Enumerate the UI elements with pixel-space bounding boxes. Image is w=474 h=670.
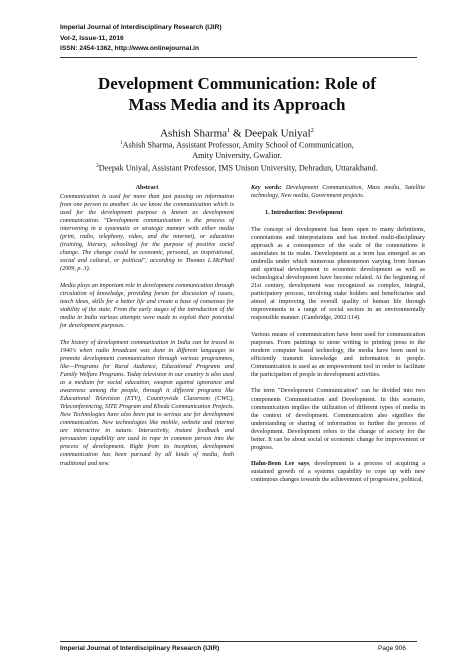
intro-paragraph-1: The concept of development has been open to many definitions, connotations and interpretations and has invited multi-disciplinary approach as a consequence of the scale of the connotations it assimilates in its realm. Development as a term has emerged as an umbrella under which numerous phenomenon varying from human and spiritual development to economic development as well as technological development have become related. At the beginning of 21st century, development was recognized as complex, integral, participatory process, involving stake holders and beneficiaries and aimed at improving the overall quality of human life through improvements in a range of social sectors in an environmentally responsible manner. (Cambridge, 2002:114). (251, 226, 425, 322)
affiliation-2-sup: 2 (96, 163, 99, 169)
title-line-2: Mass Media and its Approach (128, 95, 346, 114)
paper-title (40, 73, 434, 115)
affiliation-1-line-1: Ashish Sharma, Assistant Professor, Amity School of Communication, (122, 140, 354, 150)
keywords (251, 184, 425, 200)
journal-issn: ISSN: 2454-1362, http://www.onlinejournal.in (60, 45, 199, 52)
intro-paragraph-4-text: , development is a process of acquiring a sustained growth of a systems capability to cope up with new continuous changes towards the achievement of progressive, political, (251, 461, 425, 484)
section-heading-introduction (265, 209, 425, 217)
page-number: Page 906 (378, 645, 406, 652)
abstract-paragraph-1: Communication is used for more than just passing on information from one person to another. As we know the communication which is used for the development purpose is known as development communication. "Development communication is the process of intervening in a systematic or strategic manner with either media (print, radio, telephony, video, and the internet), or education (training, literacy, schooling) for the purpose of positive social change. The change could be economic, personal, as inspirational, social and cultural, or political", according to Thomas L.McPhail (2009, p. 3). (60, 194, 234, 273)
affiliation-2 (40, 162, 434, 174)
hahn-citation: Hahn-Beon Lee says (251, 461, 310, 468)
author-2-sup: 2 (310, 127, 314, 134)
keywords-label: Key words: (251, 185, 282, 191)
footer-journal-name: Imperial Journal of Interdisciplinary Research (IJIR) (60, 645, 220, 652)
title-line-1: Development Communication: Role of (97, 74, 377, 93)
journal-volume: Vol-2, Issue-11, 2016 (60, 34, 124, 42)
journal-name: Imperial Journal of Interdisciplinary Research (IJIR) (60, 24, 222, 31)
author-2-name: Deepak Uniyal (244, 127, 311, 140)
abstract-column (60, 184, 234, 476)
intro-heading-text: 1. Introduction: Development (265, 209, 343, 216)
footer-divider (60, 641, 417, 642)
affiliations (40, 139, 434, 174)
abstract-paragraph-2: Media plays an important role in development communication through circulation of knowledge, providing forum for discussion of issues, teach ideas, skills for a better life and create a base of consensus for stability of the state. From the early stages of the introduction of the media in India various attempts were made to exploit their potential for development purposes. (60, 283, 234, 330)
author-1-name: Ashish Sharma (160, 127, 228, 140)
affiliation-1-line-2: Amity University, Gwalior. (192, 151, 282, 161)
header-divider (60, 57, 417, 58)
journal-header (60, 23, 420, 55)
abstract-heading: Abstract (135, 185, 159, 191)
affiliation-2-text: Deepak Uniyal, Assistant Professor, IMS Unison University, Dehradun, Uttarakhand. (98, 163, 378, 173)
body-column (251, 184, 425, 493)
intro-paragraph-2: Various means of communication have been used for communication purposes. From paintings to stone writing to printing press to the modern computer based technology, the media have been used to efficiently transmit knowledge and information to people. Communication is used as an empowerment tool in order to facilitate the participation of people in development activities. (251, 331, 425, 378)
affiliation-1-sup: 1 (120, 141, 123, 146)
intro-paragraph-3: The term "Development Communication" can be divided into two components Communication and Development. In this scenario, communication implies the utilization of different types of media in the context of development. Communication also signifies the understanding or sharing of information to further the process of development. Development refers to the change of society for the better. It can be about social or economic change for improvement or progress. (251, 388, 425, 451)
author-1-sup: 1 (227, 127, 231, 134)
affiliation-1 (40, 139, 434, 151)
abstract-paragraph-3: The history of development communication in India can be traced to 1940's when radio broadcast was done in different languages to promote development communication through various programmes, like—Programs for Rural Audience, Educational Programs and Family Welfare Programs. Today television in our country is also used as a medium for social education, weapon against ignorance and awareness among the people, through it different programs like Educational Television (ETV), Countrywide Classroom (CWC), Teleconferencing, SITE Program and Kheda Communication Projects. New Technologies have also been put to serious use for development communication. New technologies like mobile, website and internet are interactive in nature. Interactivity, instant feedback and persuasion capability are used to rope in common person into the process of development. Right from its inception, development communication has been pursued by all kinds of media, both traditional and new. (60, 339, 234, 467)
keywords-text: Development Communication, Mass media, Satellite technology, New media, Government projects. (251, 185, 425, 200)
author-connector: & (230, 127, 245, 140)
intro-paragraph-4 (251, 460, 425, 484)
